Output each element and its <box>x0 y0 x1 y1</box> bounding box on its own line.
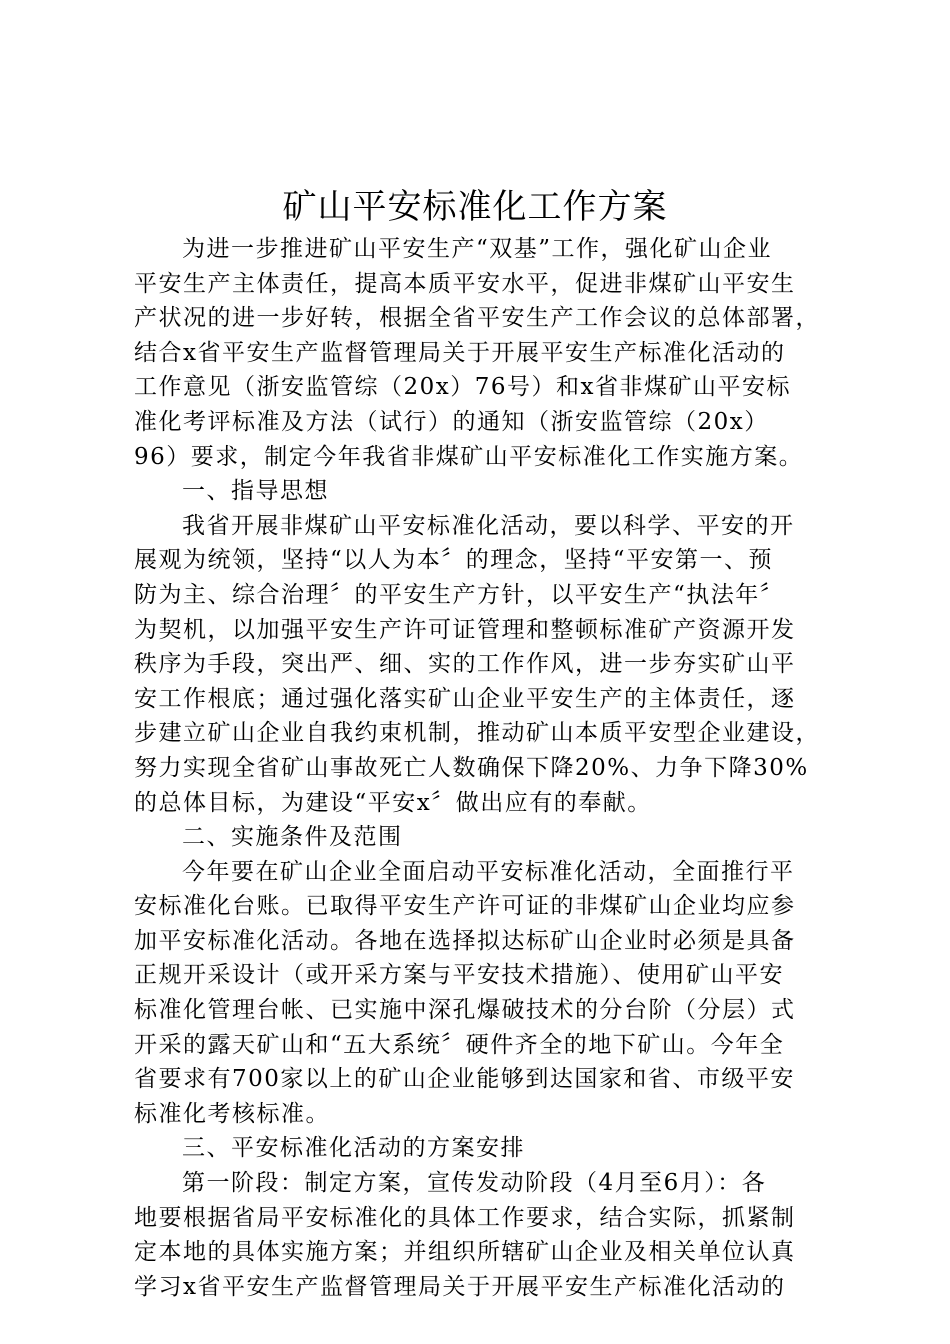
paragraph-line: 为进一步推进矿山平安生产“双基”工作，强化矿山企业 <box>182 236 773 262</box>
paragraph-line: 安工作根底；通过强化落实矿山企业平安生产的主体责任，逐 <box>134 685 796 712</box>
paragraph-line: 加平安标准化活动。各地在选择拟达标矿山企业时必须是具备 <box>134 927 796 954</box>
paragraph-line: 今年要在矿山企业全面启动平安标准化活动，全面推行平 <box>182 858 795 885</box>
paragraph-line: 地要根据省局平安标准化的具体工作要求，结合实际，抓紧制 <box>134 1204 796 1231</box>
paragraph-line: 为契机，以加强平安生产许可证管理和整顿标准矿产资源开发 <box>134 616 796 643</box>
paragraph-line: 正规开采设计（或开采方案与平安技术措施）、使用矿山平安 <box>134 962 784 989</box>
document-body <box>134 232 824 1304</box>
section-heading: 二、实施条件及范围 <box>182 824 403 851</box>
document-title: 矿山平安标准化工作方案 <box>282 187 668 227</box>
paragraph-line: 省要求有700家以上的矿山企业能够到达国家和省、市级平安 <box>134 1066 795 1093</box>
paragraph-line: 平安生产主体责任，提高本质平安水平，促进非煤矿山平安生 <box>134 270 796 297</box>
paragraph-line: 努力实现全省矿山事故死亡人数确保下降20%、力争下降30% <box>134 754 809 781</box>
paragraph-line: 我省开展非煤矿山平安标准化活动，要以科学、平安的开 <box>182 512 795 539</box>
paragraph-line: 秩序为手段，突出严、细、实的工作作风，进一步夯实矿山平 <box>134 651 796 678</box>
paragraph-line: 学习x省平安生产监督管理局关于开展平安生产标准化活动的 <box>134 1273 786 1300</box>
paragraph-line: 的总体目标，为建设“平安x〞做出应有的奉献。 <box>134 789 652 816</box>
paragraph-line: 步建立矿山企业自我约束机制，推动矿山本质平安型企业建设， <box>134 720 820 747</box>
paragraph-line: 开采的露天矿山和“五大系统〞硬件齐全的地下矿山。今年全 <box>134 1031 785 1058</box>
paragraph-line: 标准化管理台帐、已实施中深孔爆破技术的分台阶（分层）式 <box>134 997 796 1024</box>
paragraph-line: 第一阶段：制定方案，宣传发动阶段（4月至6月）：各 <box>182 1170 767 1197</box>
paragraph-line: 产状况的进一步好转，根据全省平安生产工作会议的总体部署， <box>134 305 820 332</box>
section-heading: 三、平安标准化活动的方案安排 <box>182 1135 525 1162</box>
paragraph-line: 标准化考核标准。 <box>134 1100 330 1127</box>
paragraph-line: 96）要求，制定今年我省非煤矿山平安标准化工作实施方案。 <box>134 443 804 470</box>
paragraph-line: 准化考评标准及方法（试行）的通知（浙安监管综（20x） <box>134 408 769 435</box>
paragraph-line: 定本地的具体实施方案；并组织所辖矿山企业及相关单位认真 <box>134 1239 796 1266</box>
paragraph-line: 安标准化台账。已取得平安生产许可证的非煤矿山企业均应参 <box>134 893 796 920</box>
paragraph-line: 防为主、综合治理〞的平安生产方针，以平安生产“执法年〞 <box>134 581 785 608</box>
paragraph-line: 展观为统领，坚持“以人为本〞的理念，坚持“平安第一、预 <box>134 547 774 574</box>
paragraph-line: 结合x省平安生产监督管理局关于开展平安生产标准化活动的 <box>134 339 786 366</box>
section-heading: 一、指导思想 <box>182 478 329 505</box>
paragraph-line: 工作意见（浙安监管综（20x）76号）和x省非煤矿山平安标 <box>134 374 791 401</box>
